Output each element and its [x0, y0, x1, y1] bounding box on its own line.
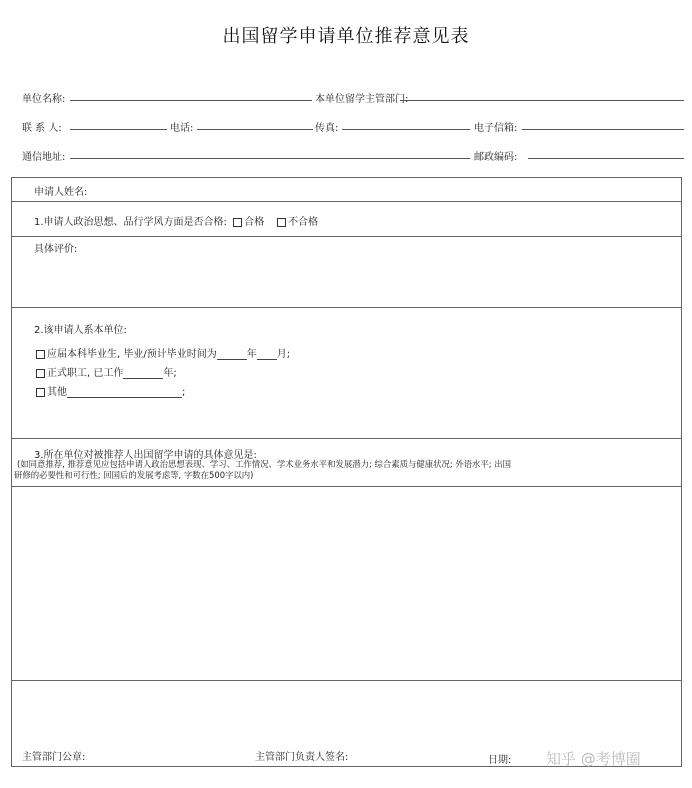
q2-opt1-text: 应届本科毕业生, 毕业/预计毕业时间为 — [47, 349, 217, 360]
checkbox-employee[interactable] — [36, 369, 45, 378]
q3-note-line2: 研修的必要性和可行性; 回国后的发展考虑等, 字数在500字以内) — [14, 470, 254, 480]
contact-label: 联 系 人: — [22, 123, 62, 134]
evaluation-label: 具体评价: — [34, 244, 78, 255]
unit-name-label: 单位名称: — [22, 94, 66, 105]
q1-yes-label: 合格 — [244, 217, 265, 228]
email-field[interactable] — [522, 129, 684, 130]
row-divider — [11, 680, 682, 681]
q2-opt2-end: 年; — [163, 368, 177, 379]
fax-field[interactable] — [342, 129, 470, 130]
supervisor-dept-field[interactable] — [400, 100, 684, 101]
q2-opt3-text: 其他 — [47, 387, 67, 398]
supervisor-dept-label: 本单位留学主管部门: — [315, 94, 409, 105]
address-label: 通信地址: — [22, 152, 66, 163]
fax-label: 传真: — [315, 123, 339, 134]
applicant-name-label: 申请人姓名: — [34, 187, 88, 198]
row-divider — [11, 438, 682, 439]
form-title: 出国留学申请单位推荐意见表 — [222, 26, 470, 47]
postcode-label: 邮政编码: — [474, 152, 518, 163]
other-field[interactable] — [67, 386, 182, 398]
date-label: 日期: — [488, 755, 512, 766]
q1-text — [34, 213, 318, 228]
q2-opt1-year: 年 — [246, 349, 257, 360]
graduate-year-field[interactable] — [217, 348, 247, 360]
q2-opt1-month: 月; — [276, 349, 291, 360]
department-seal-label: 主管部门公章: — [22, 752, 86, 763]
years-worked-field[interactable] — [123, 367, 163, 379]
q1-question: 1.申请人政治思想、品行学风方面是否合格: — [34, 217, 227, 228]
address-field[interactable] — [70, 158, 470, 159]
q2-option-other — [36, 383, 185, 398]
zhihu-watermark: 知乎 @考博圈 — [546, 750, 641, 768]
checkbox-other[interactable] — [36, 388, 45, 397]
checkbox-graduate[interactable] — [36, 350, 45, 359]
row-divider — [11, 201, 682, 202]
postcode-field[interactable] — [528, 158, 684, 159]
contact-field[interactable] — [70, 129, 167, 130]
unit-name-field[interactable] — [70, 100, 312, 101]
opinion-text-area[interactable] — [12, 487, 681, 679]
row-divider — [11, 307, 682, 308]
email-label: 电子信箱: — [474, 123, 518, 134]
department-head-signature-label: 主管部门负责人签名: — [255, 752, 349, 763]
row-divider — [11, 236, 682, 237]
graduate-month-field[interactable] — [257, 348, 277, 360]
q2-option-employee — [36, 364, 177, 379]
q2-option-graduate — [36, 345, 290, 360]
q1-no-label: 不合格 — [288, 217, 318, 228]
q3-note-line1: (如同意推荐, 推荐意见应包括申请人政治思想表现、学习、工作情况、学术业务水平和发展潜力; 综合素质与健康状况; 外语水平; 出国 — [17, 459, 512, 469]
checkbox-unqualified[interactable] — [277, 218, 286, 227]
q2-opt2-text: 正式职工, 已工作 — [47, 368, 124, 379]
checkbox-qualified[interactable] — [233, 218, 242, 227]
q3-title: 3.所在单位对被推荐人出国留学申请的具体意见是: — [34, 450, 257, 461]
phone-label: 电话: — [170, 123, 194, 134]
phone-field[interactable] — [197, 129, 313, 130]
q2-title: 2.该申请人系本单位: — [34, 325, 127, 336]
q2-opt3-end: ; — [182, 387, 186, 398]
